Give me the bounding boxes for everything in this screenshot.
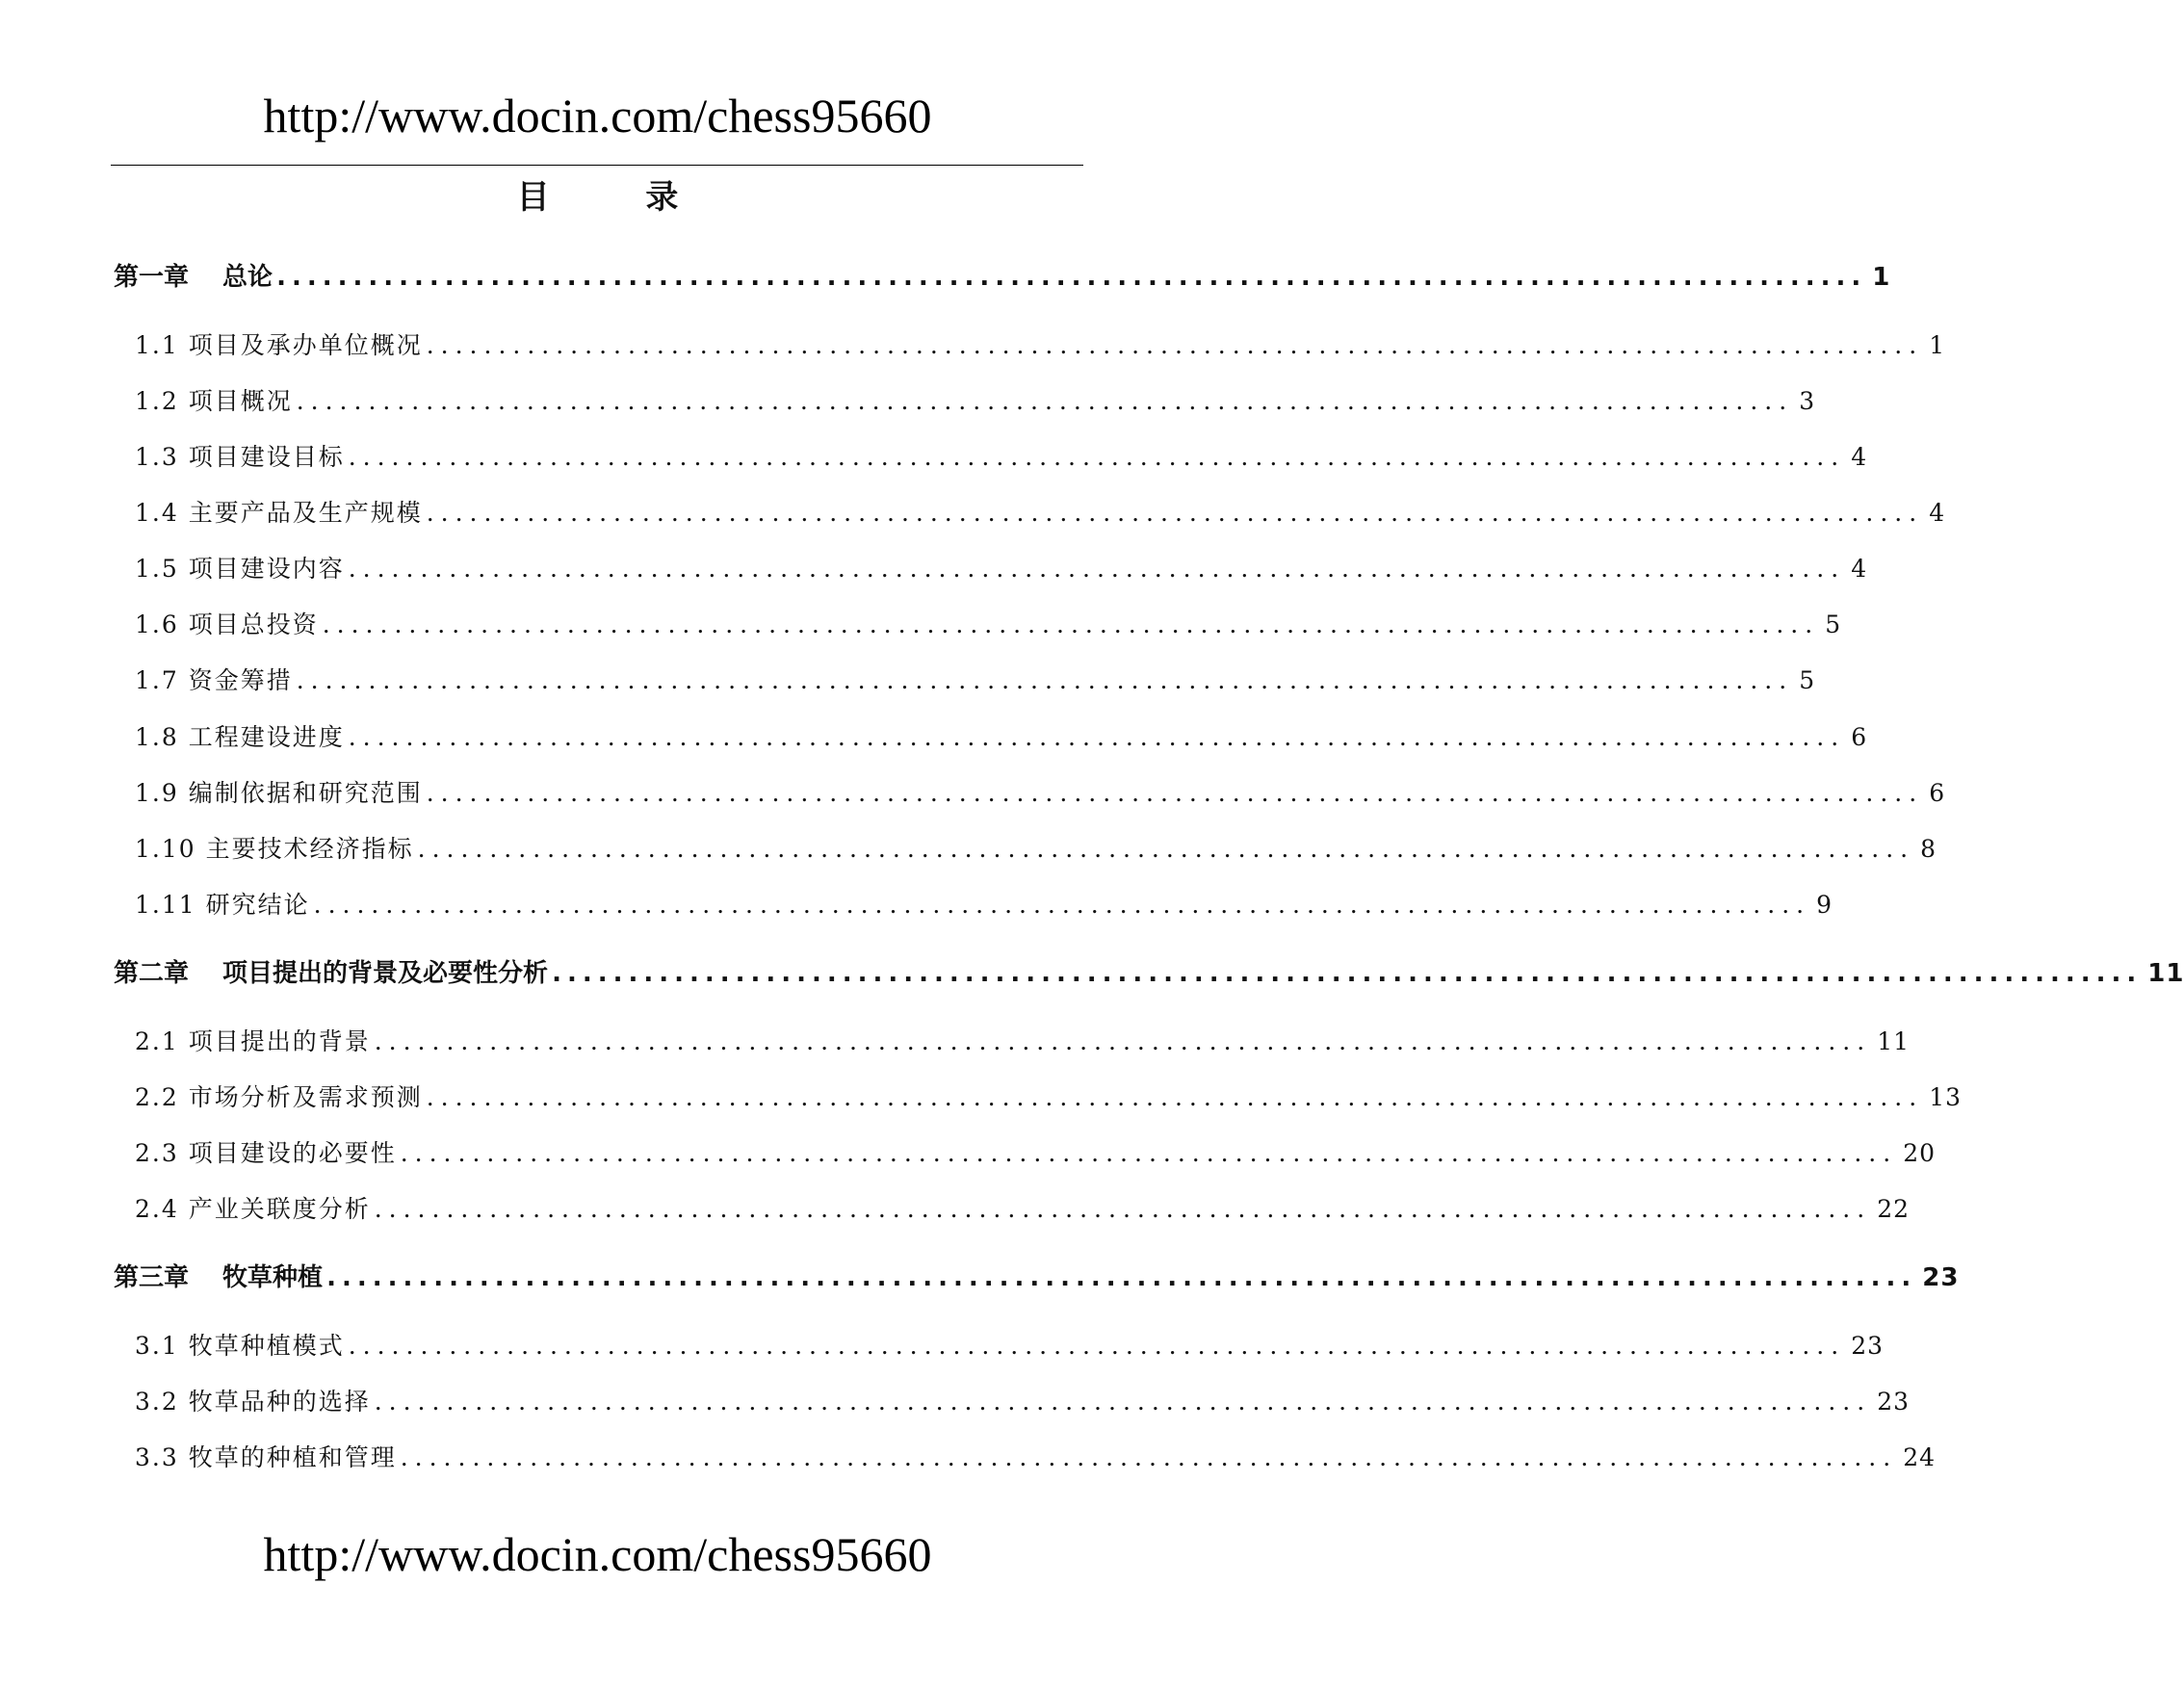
toc-entry-page: 4 (1929, 499, 1946, 527)
dot-leader: ........................................................................................................ (426, 779, 1924, 807)
toc-entry-label: 1.9 编制依据和研究范围 (135, 779, 423, 807)
toc-entry-label: 2.4 产业关联度分析 (135, 1195, 371, 1223)
toc-entry-page: 20 (1903, 1139, 1936, 1167)
toc-entry-label: 3.1 牧草种植模式 (135, 1332, 345, 1360)
toc-entry-label: 3.3 牧草的种植和管理 (135, 1443, 397, 1471)
dot-leader: ........................................................................................................ (400, 1139, 1898, 1167)
footer-url: http://www.docin.com/chess95660 (263, 1527, 932, 1581)
toc-entry-page: 23 (1851, 1332, 1884, 1360)
toc-entry-label: 2.3 项目建设的必要性 (135, 1139, 397, 1167)
toc-entry-page: 11 (2147, 959, 2184, 988)
dot-leader: ........................................................................................................ (326, 1263, 1917, 1292)
toc-section-2-3[interactable] (135, 1134, 1936, 1173)
toc-section-1-5[interactable] (135, 550, 1868, 588)
dot-leader: ........................................................................................................ (374, 1027, 1872, 1055)
toc-entry-label: 1.3 项目建设目标 (135, 443, 345, 471)
dot-leader: ........................................................................................................ (348, 1332, 1846, 1360)
toc-entry-label: 1.11 研究结论 (135, 891, 310, 919)
toc-chapter-1[interactable] (114, 258, 1891, 297)
toc-section-2-4[interactable] (135, 1190, 1910, 1229)
toc-entry-label: 3.2 牧草品种的选择 (135, 1388, 371, 1416)
toc-section-1-1[interactable] (135, 326, 1946, 365)
toc-entry-label: 2.1 项目提出的背景 (135, 1027, 371, 1055)
toc-entry-page: 13 (1929, 1083, 1962, 1111)
toc-chapter-3[interactable] (114, 1259, 1960, 1297)
dot-leader: ........................................................................................................ (417, 835, 1915, 863)
dot-leader: ........................................................................................................ (348, 443, 1846, 471)
dot-leader: ........................................................................................................ (313, 891, 1811, 919)
toc-entry-label: 1.10 主要技术经济指标 (135, 835, 414, 863)
toc-entry-label: 1.4 主要产品及生产规模 (135, 499, 423, 527)
toc-entry-page: 1 (1929, 331, 1946, 359)
toc-entry-label: 第一章 总论 (114, 263, 273, 292)
toc-entry-page: 8 (1920, 835, 1937, 863)
toc-entry-label: 1.2 项目概况 (135, 387, 293, 415)
toc-chapter-2[interactable] (114, 954, 2184, 993)
toc-entry-page: 11 (1877, 1027, 1910, 1055)
toc-entry-label: 第二章 项目提出的背景及必要性分析 (114, 959, 549, 988)
toc-entry-page: 24 (1903, 1443, 1936, 1471)
toc-section-1-7[interactable] (135, 662, 1816, 700)
dot-leader: ........................................................................................................ (348, 555, 1846, 583)
toc-entry-label: 1.8 工程建设进度 (135, 723, 345, 751)
header-url: http://www.docin.com/chess95660 (263, 89, 932, 143)
toc-section-1-6[interactable] (135, 606, 1842, 644)
toc-section-2-2[interactable] (135, 1078, 1962, 1117)
toc-entry-page: 4 (1851, 443, 1868, 471)
dot-leader: ........................................................................................................ (426, 1083, 1924, 1111)
toc-title: 目 录 (516, 178, 721, 217)
toc-section-3-2[interactable] (135, 1383, 1910, 1421)
toc-entry-page: 6 (1929, 779, 1946, 807)
toc-section-3-3[interactable] (135, 1439, 1936, 1477)
toc-entry-label: 1.5 项目建设内容 (135, 555, 345, 583)
dot-leader: ........................................................................................................ (322, 611, 1820, 638)
toc-entry-page: 9 (1816, 891, 1833, 919)
toc-entry-page: 5 (1799, 666, 1816, 694)
dot-leader: ........................................................................................................ (374, 1195, 1872, 1223)
toc-section-1-4[interactable] (135, 494, 1946, 533)
dot-leader: ........................................................................................................ (374, 1388, 1872, 1416)
dot-leader: ........................................................................................................ (400, 1443, 1898, 1471)
toc-entry-page: 23 (1922, 1263, 1960, 1292)
dot-leader: ........................................................................................................ (296, 666, 1794, 694)
toc-section-2-1[interactable] (135, 1023, 1910, 1061)
toc-entry-page: 4 (1851, 555, 1868, 583)
dot-leader: ........................................................................................................ (552, 959, 2143, 988)
dot-leader: ........................................................................................................ (348, 723, 1846, 751)
toc-section-3-1[interactable] (135, 1327, 1884, 1365)
dot-leader: ........................................................................................................ (426, 499, 1924, 527)
toc-entry-page: 1 (1872, 263, 1891, 292)
toc-entry-page: 5 (1825, 611, 1842, 638)
toc-entry-page: 3 (1799, 387, 1816, 415)
toc-entry-page: 23 (1877, 1388, 1910, 1416)
dot-leader: ........................................................................................................ (296, 387, 1794, 415)
toc-entry-label: 1.6 项目总投资 (135, 611, 319, 638)
toc-entry-page: 22 (1877, 1195, 1910, 1223)
toc-section-1-11[interactable] (135, 886, 1833, 924)
toc-section-1-8[interactable] (135, 718, 1868, 757)
toc-entry-page: 6 (1851, 723, 1868, 751)
toc-entry-label: 1.1 项目及承办单位概况 (135, 331, 423, 359)
dot-leader: ........................................................................................................ (426, 331, 1924, 359)
toc-section-1-9[interactable] (135, 774, 1946, 813)
toc-entry-label: 2.2 市场分析及需求预测 (135, 1083, 423, 1111)
toc-section-1-3[interactable] (135, 438, 1868, 477)
toc-entry-label: 第三章 牧草种植 (114, 1263, 324, 1292)
toc-section-1-2[interactable] (135, 382, 1816, 421)
toc-section-1-10[interactable] (135, 830, 1937, 869)
toc-entry-label: 1.7 资金筹措 (135, 666, 293, 694)
dot-leader: ........................................................................................................ (276, 263, 1867, 292)
